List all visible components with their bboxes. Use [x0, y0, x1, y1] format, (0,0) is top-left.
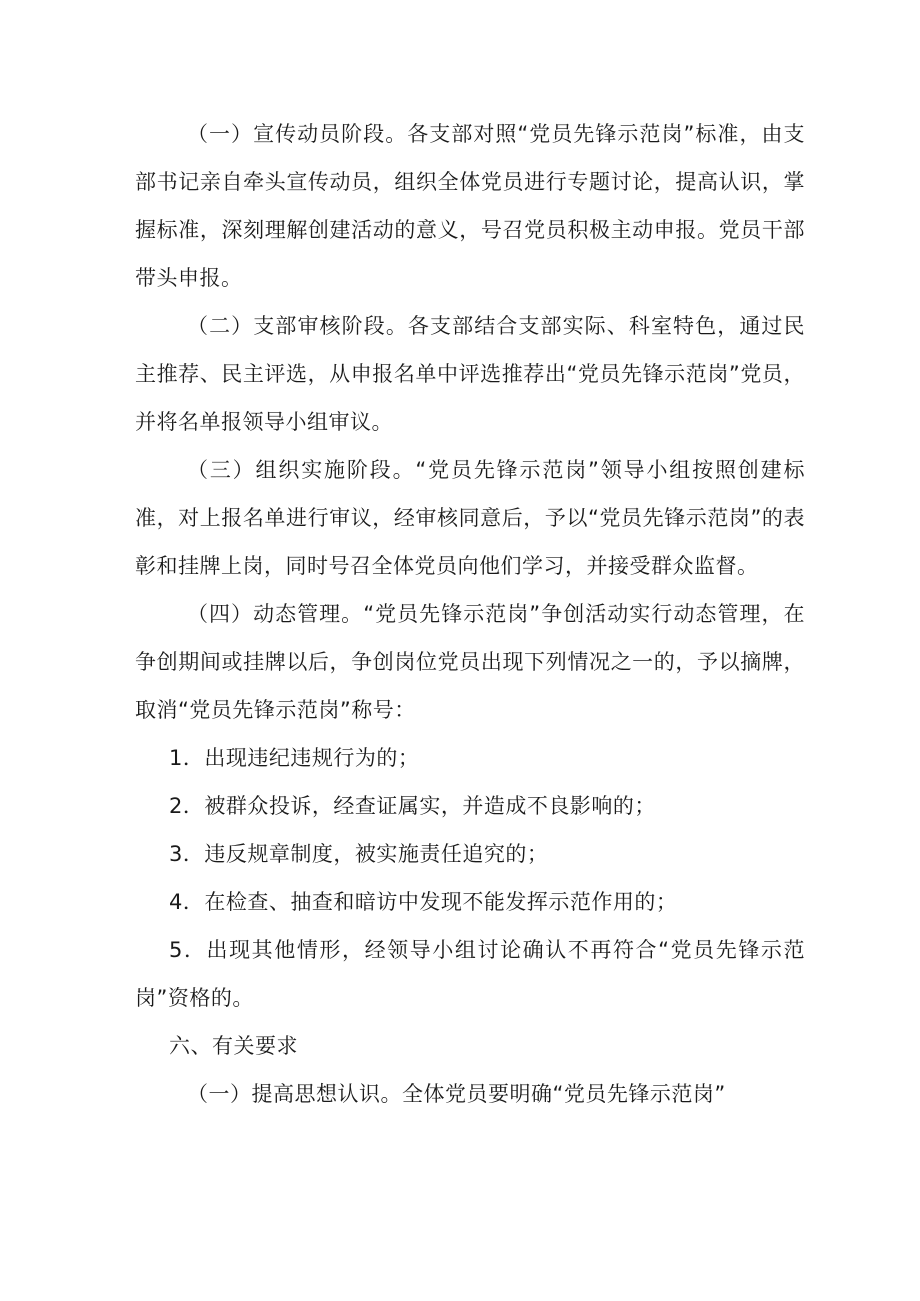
- section-heading: 六、有关要求: [169, 1034, 298, 1058]
- list-item-3: 3．违反规章制度，被实施责任追究的；: [169, 842, 549, 866]
- paragraph-requirements-first: （一）提高思想认识。全体党员要明确“党员先锋示范岗”: [187, 1082, 726, 1106]
- paragraph-publicity-stage: （一）宣传动员阶段。各支部对照“党员先锋示范岗”标准，由支部书记亲自牵头宣传动员，组织全体党员进行专题讨论，提高认识，掌握标准，深刻理解创建活动的意义，号召党员积极主动申报。党员干部带头申报。: [135, 122, 805, 290]
- list-item-5: 5．出现其他情形，经领导小组讨论确认不再符合“党员先锋示范岗”资格的。: [135, 938, 805, 1010]
- document-body: [135, 110, 805, 1118]
- list-item-1: 1．出现违纪违规行为的；: [169, 746, 420, 770]
- paragraph-review-stage: （二）支部审核阶段。各支部结合支部实际、科室特色，通过民主推荐、民主评选，从申报名单中评选推荐出“党员先锋示范岗”党员，并将名单报领导小组审议。: [135, 314, 805, 434]
- paragraph-dynamic-management: （四）动态管理。“党员先锋示范岗”争创活动实行动态管理，在争创期间或挂牌以后，争创岗位党员出现下列情况之一的，予以摘牌，取消“党员先锋示范岗”称号：: [135, 602, 805, 722]
- paragraph-implementation-stage: （三）组织实施阶段。“党员先锋示范岗”领导小组按照创建标准，对上报名单进行审议，经审核同意后，予以“党员先锋示范岗”的表彰和挂牌上岗，同时号召全体党员向他们学习，并接受群众监督。: [135, 458, 805, 578]
- list-item-4: 4．在检查、抽查和暗访中发现不能发挥示范作用的；: [169, 890, 678, 914]
- list-item-2: 2．被群众投诉，经查证属实，并造成不良影响的；: [169, 794, 656, 818]
